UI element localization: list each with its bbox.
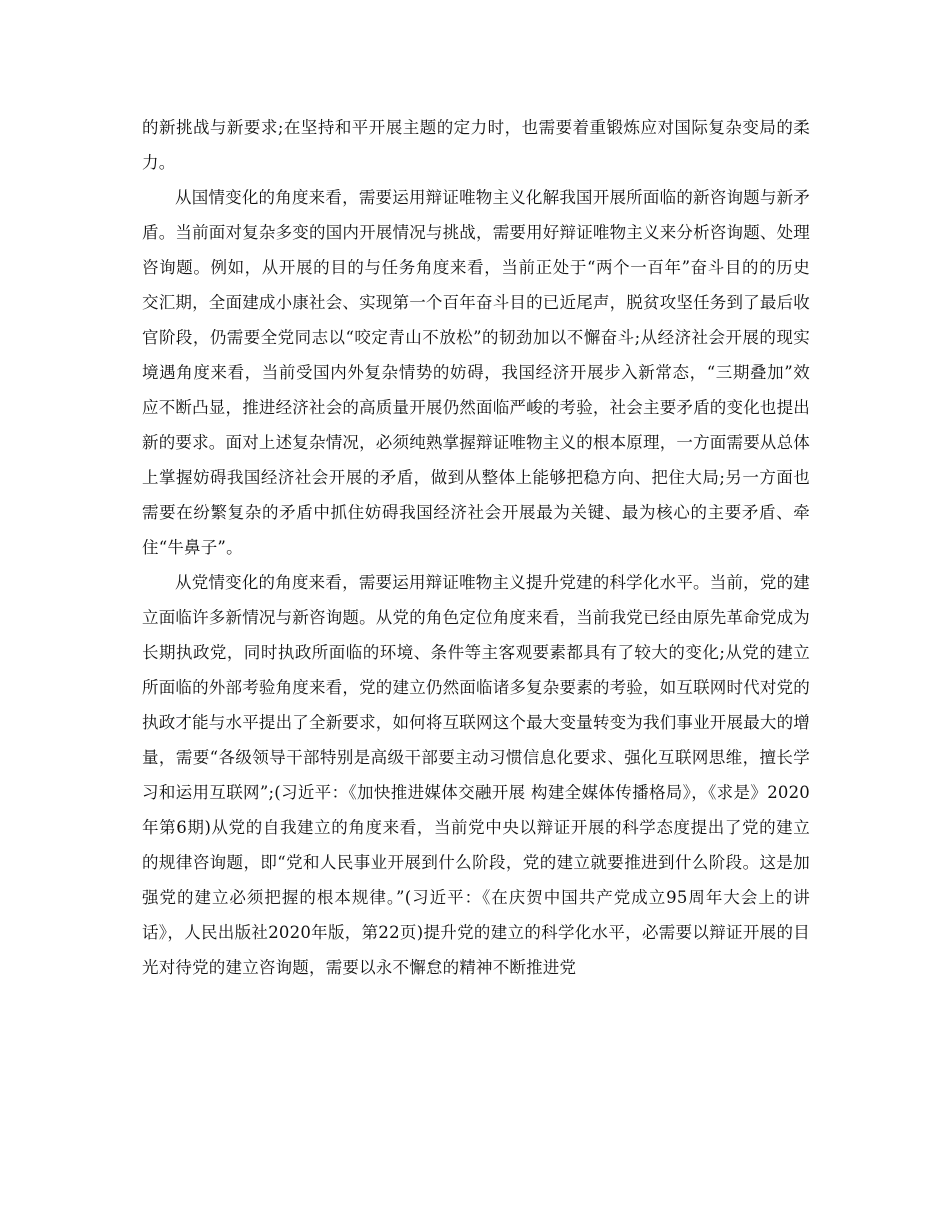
paragraph-continuation: 的新挑战与新要求;在坚持和平开展主题的定力时，也需要着重锻炼应对国际复杂变局的柔力。	[142, 118, 810, 172]
document-body	[142, 110, 810, 985]
paragraph-national-situation: 从国情变化的角度来看，需要运用辩证唯物主义化解我国开展所面临的新咨询题与新矛盾。当前面对复杂多变的国内开展情况与挑战，需要用好辩证唯物主义来分析咨询题、处理咨询题。例如，从开展的目的与任务角度来看，当前正处于“两个一百年”奋斗目的的历史交汇期，全面建成小康社会、实现第一个百年奋斗目的已近尾声，脱贫攻坚任务到了最后收官阶段，仍需要全党同志以“咬定青山不放松”的韧劲加以不懈奋斗;从经济社会开展的现实境遇角度来看，当前受国内外复杂情势的妨碍，我国经济开展步入新常态，“三期叠加”效应不断凸显，推进经济社会的高质量开展仍然面临严峻的考验，社会主要矛盾的变化也提出新的要求。面对上述复杂情况，必须纯熟掌握辩证唯物主义的根本原理，一方面需要从总体上掌握妨碍我国经济社会开展的矛盾，做到从整体上能够把稳方向、把住大局;另一方面也需要在纷繁复杂的矛盾中抓住妨碍我国经济社会开展最为关键、最为核心的主要矛盾、牵住“牛鼻子”。	[142, 188, 810, 557]
paragraph-party-situation: 从党情变化的角度来看，需要运用辩证唯物主义提升党建的科学化水平。当前，党的建立面临许多新情况与新咨询题。从党的角色定位角度来看，当前我党已经由原先革命党成为长期执政党，同时执政所面临的环境、条件等主客观要素都具有了较大的变化;从党的建立所面临的外部考验角度来看，党的建立仍然面临诸多复杂要素的考验，如互联网时代对党的执政才能与水平提出了全新要求，如何将互联网这个最大变量转变为我们事业开展最大的增量，需要“各级领导干部特别是高级干部要主动习惯信息化要求、强化互联网思维，擅长学习和运用互联网”;(习近平：《加快推进媒体交融开展 构建全媒体传播格局》，《求是》2020年第6期)从党的自我建立的角度来看，当前党中央以辩证开展的科学态度提出了党的建立的规律咨询题，即“党和人民事业开展到什么阶段，党的建立就要推进到什么阶段。这是加强党的建立必须把握的根本规律。”(习近平：《在庆贺中国共产党成立95周年大会上的讲话》，人民出版社2020年版，第22页)提升党的建立的科学化水平，必需要以辩证开展的目光对待党的建立咨询题，需要以永不懈怠的精神不断推进党	[142, 573, 810, 977]
